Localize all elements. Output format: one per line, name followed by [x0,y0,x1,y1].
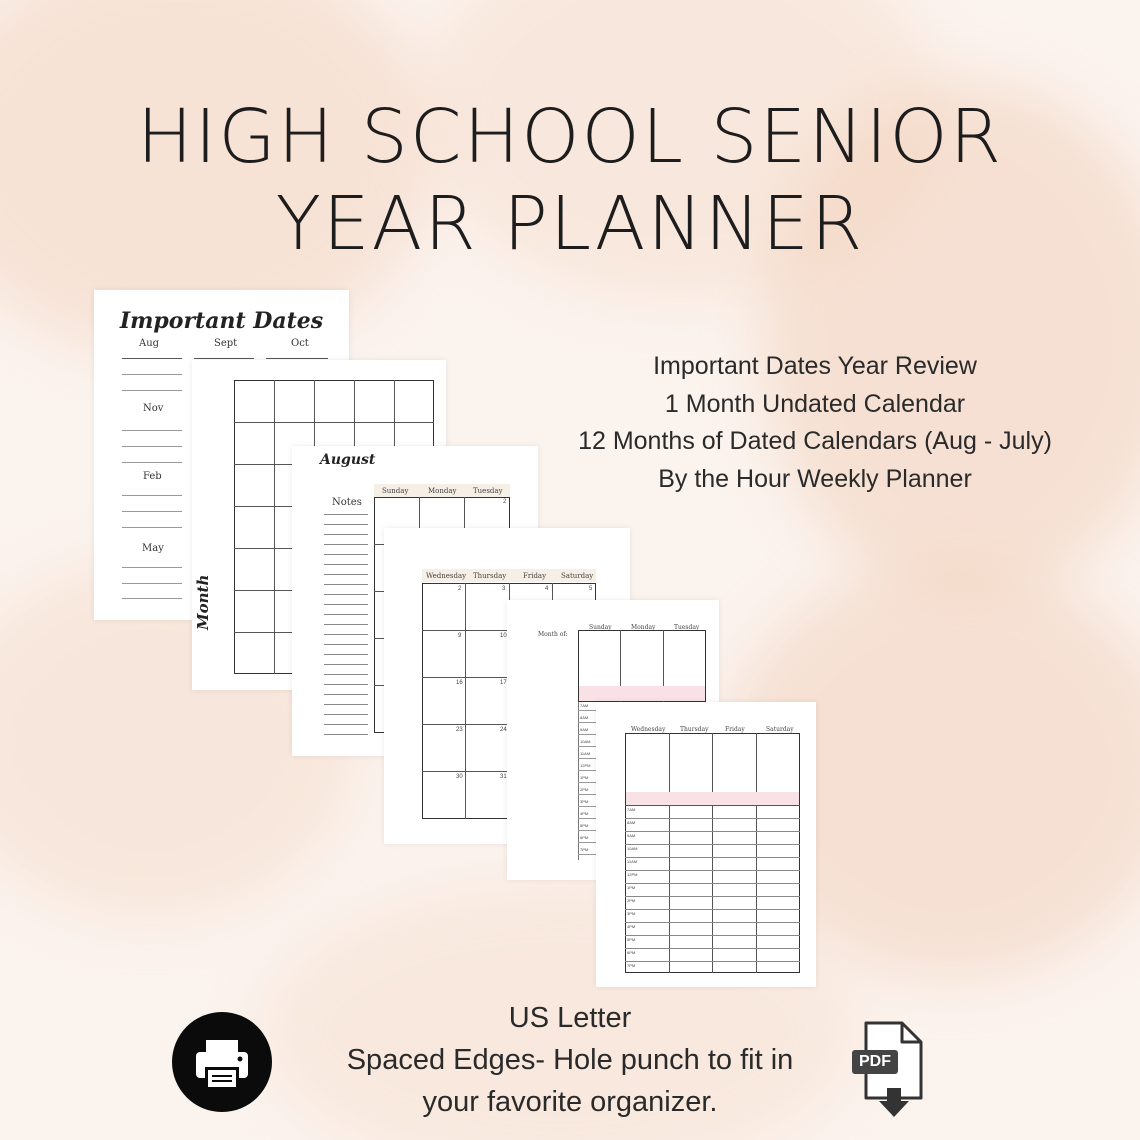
month-label: Aug [139,338,160,349]
hour-label: 9AM [580,727,589,732]
hour-label: 10AM [580,739,591,744]
day-label: Sunday [589,624,612,631]
month-label: Sept [214,338,238,349]
date-number: 4 [545,586,549,592]
hour-label: 7AM [627,807,636,812]
day-label: Sunday [382,487,409,495]
hour-label: 7AM [580,703,589,708]
day-label: Thursday [473,572,507,580]
weekly-planner-page-2 [596,702,816,987]
features-list [540,348,1090,498]
day-label: Wednesday [426,572,467,580]
hour-label: 5PM [580,823,589,828]
hour-label: 11AM [580,751,591,756]
day-label: Wednesday [631,726,666,733]
date-number: 16 [456,680,463,686]
day-label: Friday [725,726,745,733]
month-label: Feb [143,471,162,482]
hour-label: 8AM [580,715,589,720]
hour-label: 6PM [580,835,589,840]
notes-label: Notes [332,497,362,508]
day-label: Thursday [680,726,709,733]
feature-item: 1 Month Undated Calendar [664,389,966,418]
hour-label: 12PM [627,872,638,877]
hour-label: 4PM [627,924,636,929]
hour-label: 5PM [627,937,636,942]
important-dates-heading: Important Dates [119,308,324,334]
hour-label: 7PM [627,963,636,968]
hour-label: 4PM [580,811,589,816]
pink-band [626,792,799,805]
day-label: Monday [428,487,457,495]
hour-label: 12PM [580,763,591,768]
date-number: 31 [500,774,507,780]
month-of-label: Month of: [538,631,568,638]
hour-label: 6PM [627,950,636,955]
hour-label: 11AM [627,859,638,864]
month-label: Oct [291,338,309,349]
footer-line-1: US Letter [508,1002,632,1034]
date-number: 23 [456,727,463,733]
day-label: Friday [523,572,547,580]
feature-item: By the Hour Weekly Planner [658,464,972,493]
hour-label: 9AM [627,833,636,838]
feature-item: 12 Months of Dated Calendars (Aug - July) [578,427,1052,455]
day-label: Saturday [561,572,594,580]
hour-label: 1PM [580,775,589,780]
feature-item: Important Dates Year Review [653,352,977,380]
date-number: 5 [589,586,593,592]
hour-label: 3PM [580,799,589,804]
date-number: 24 [500,727,507,733]
month-heading: August [320,452,376,468]
pdf-label: PDF [859,1053,891,1070]
hour-label: 8AM [627,820,636,825]
month-heading: Month [194,574,212,630]
main-title-line-1: HIGH SCHOOL SENIOR [136,94,1004,180]
footer-line-3: your favorite organizer. [422,1086,718,1118]
printer-icon [172,1012,272,1112]
main-title-line-2: YEAR PLANNER [275,181,865,267]
hour-label: 3PM [627,911,636,916]
date-number: 3 [502,586,506,592]
day-label: Tuesday [674,624,700,631]
hour-label: 1PM [627,885,636,890]
pdf-download-icon [850,1020,926,1120]
date-number: 9 [458,633,462,639]
day-label: Saturday [766,726,794,733]
pink-band [579,686,705,701]
day-label: Tuesday [473,487,503,495]
hour-label: 7PM [580,847,589,852]
month-label: Nov [143,403,164,414]
date-number: 2 [458,586,462,592]
hour-label: 2PM [627,898,636,903]
date-number: 10 [500,633,507,639]
hour-label: 2PM [580,787,589,792]
date-number: 30 [456,774,463,780]
date-number: 2 [503,499,507,505]
hour-label: 10AM [627,846,638,851]
footer-line-2: Spaced Edges- Hole punch to fit in [346,1044,794,1076]
day-label: Monday [631,624,656,631]
month-label: May [142,543,164,554]
date-number: 17 [500,680,507,686]
